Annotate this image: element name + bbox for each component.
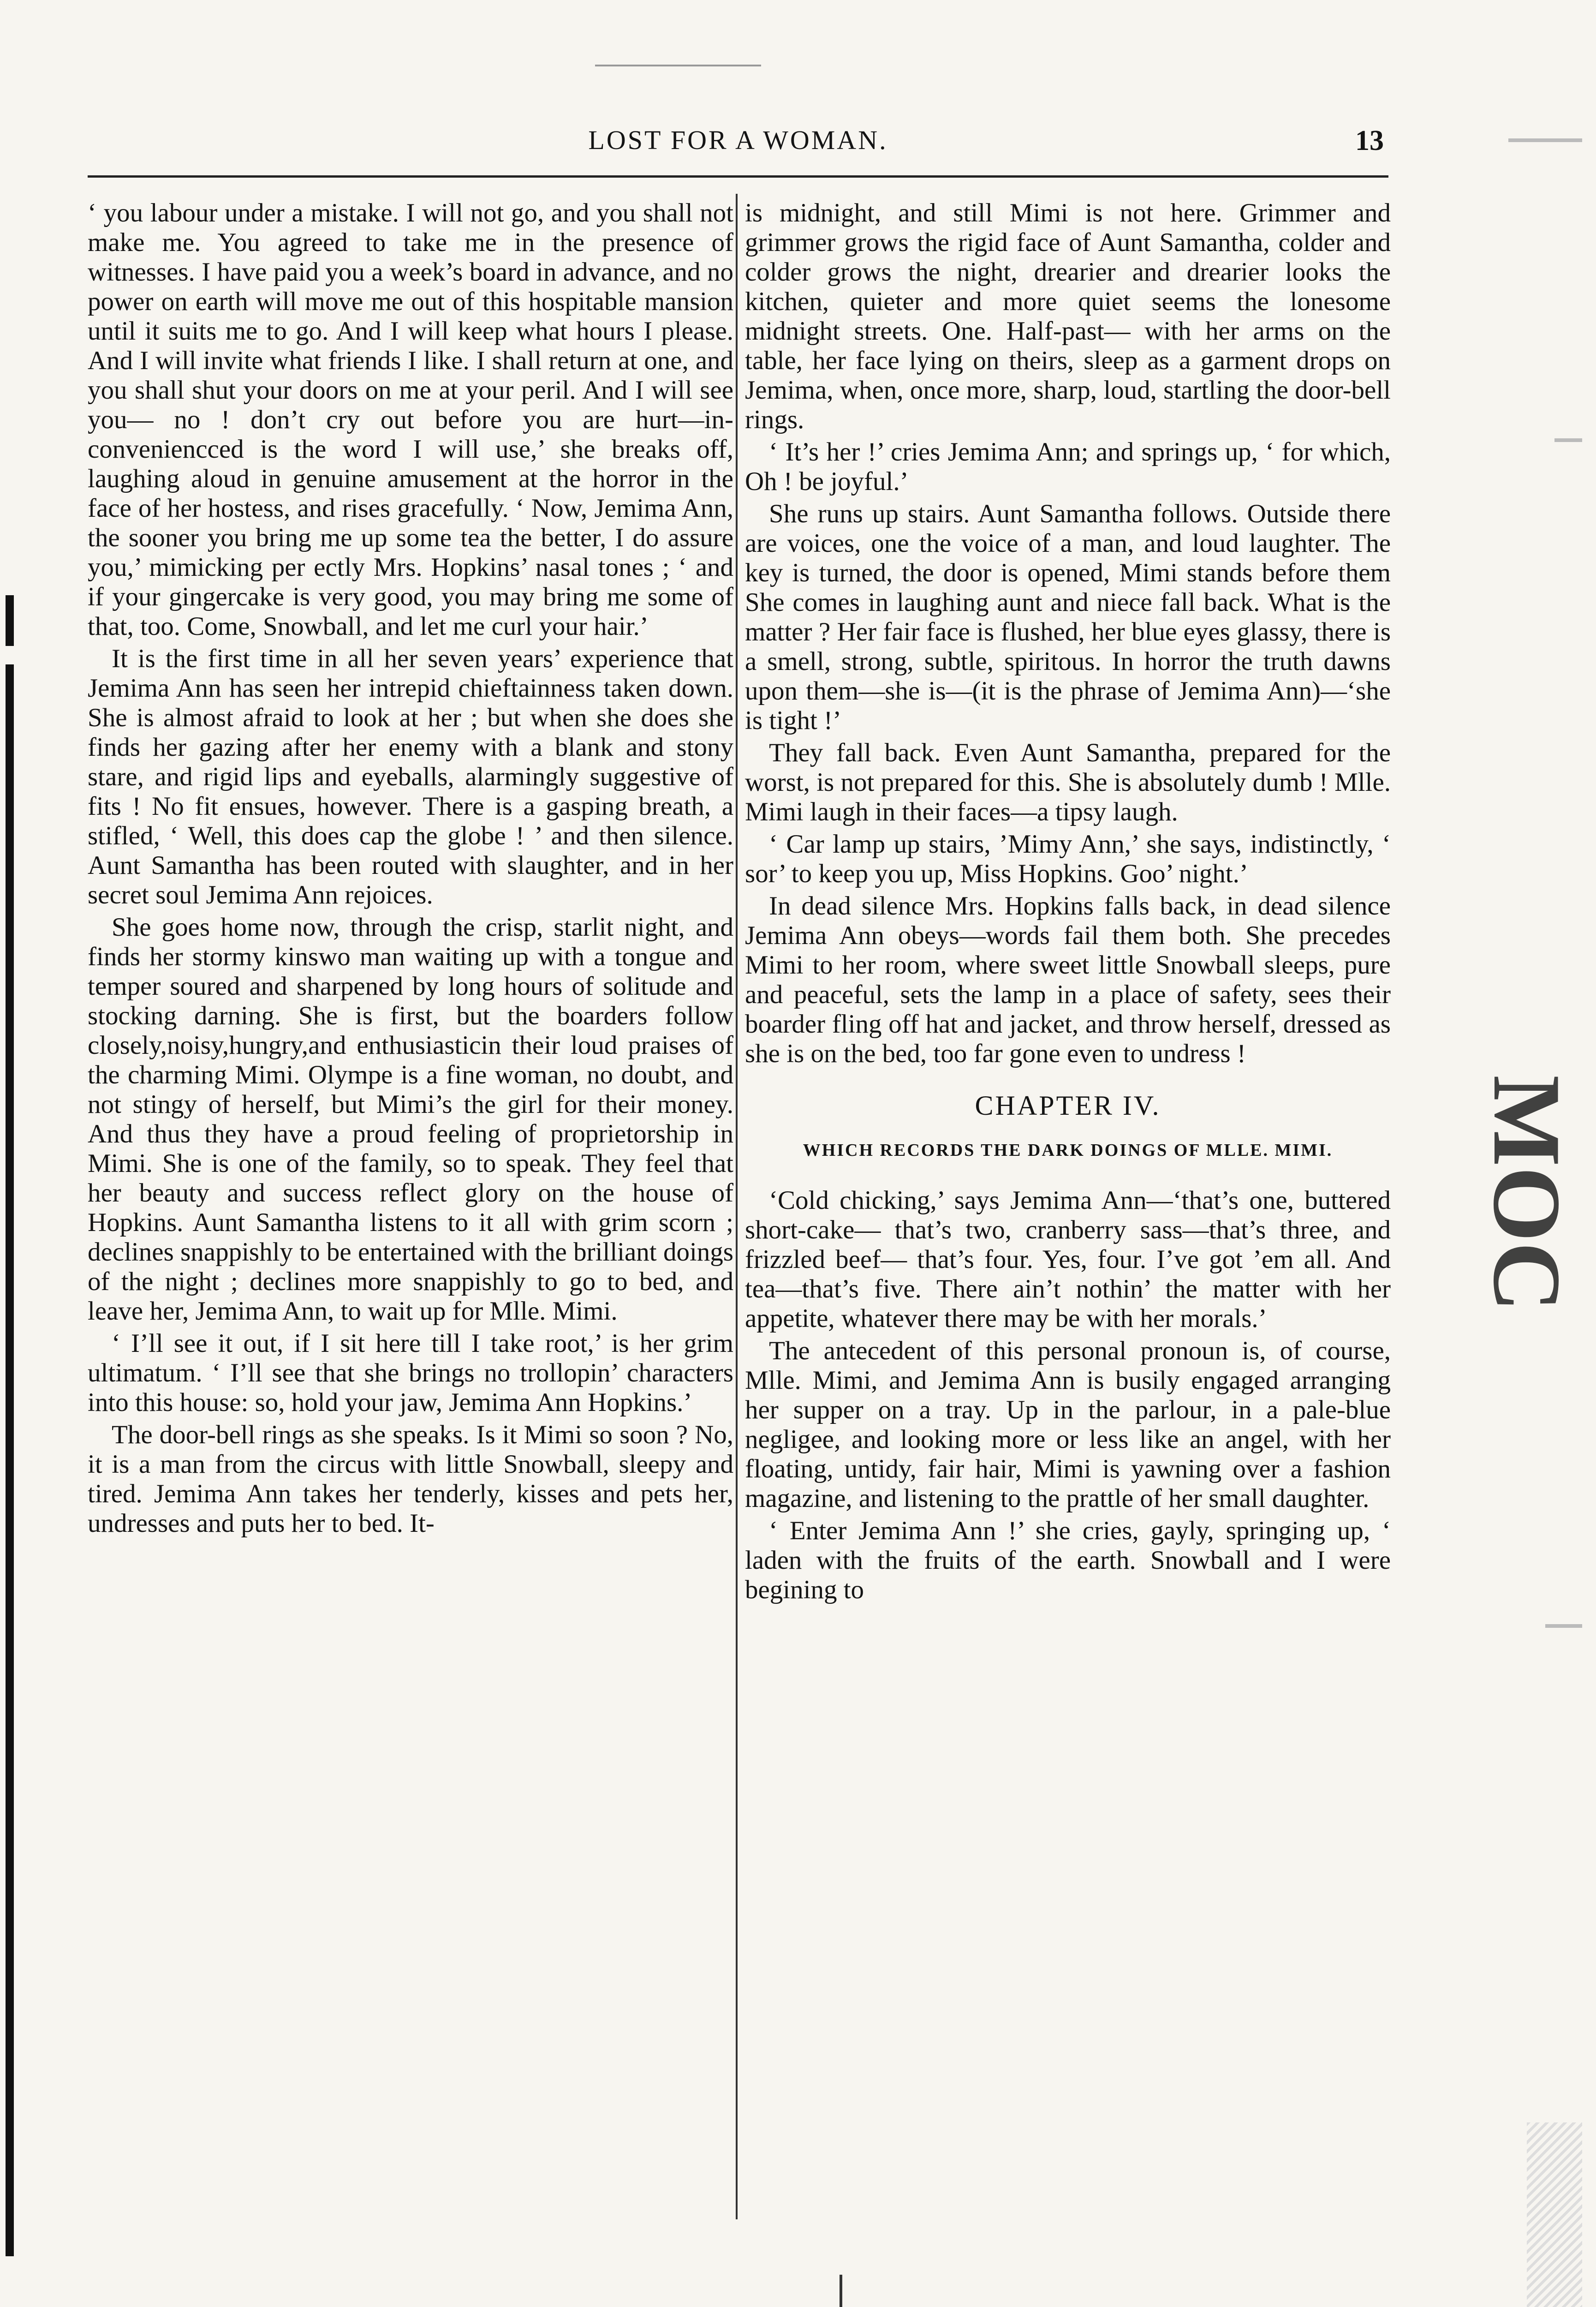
page-number: 13 (1355, 125, 1384, 156)
paragraph: ‘ Car lamp up stairs, ’Mimy Ann,’ she says, indistinctly, ‘ sor’ to keep you up, Miss Hopkins. Goo’ night.’ (745, 830, 1391, 888)
chapter-title: CHAPTER IV. (975, 1090, 1161, 1121)
library-stamp: MOC (1473, 1075, 1580, 1312)
right-column (745, 198, 1391, 2229)
scan-mark (1554, 438, 1582, 442)
margin-bar (6, 664, 14, 2256)
paragraph: ‘ It’s her !’ cries Jemima Ann; and springs up, ‘ for which, Oh ! be joyful.’ (745, 437, 1391, 496)
paragraph: The antecedent of this personal pronoun is, of course, Mlle. Mimi, and Jemima Ann is busily engaged arranging her supper on a tray. Up in the parlour, in a pale-blue negligee, and looking more or less like an angel, with her floating, untidy, fair hair, Mimi is yawning over a fashion magazine, and listening to the prattle of her small daughter. (745, 1336, 1391, 1513)
paragraph: is midnight, and still Mimi is not here. Grimmer and grimmer grows the rigid face of Aunt Samantha, colder and colder grows the night, drearier and drearier looks the kitchen, quieter and more quiet seems the lonesome midnight streets. One. Half-past— with her arms on the table, her face lying on theirs, sleep as a garment drops on Jemima, when, once more, sharp, loud, startling the door-bell rings. (745, 198, 1391, 434)
margin-bar (6, 595, 14, 646)
running-title: LOST FOR A WOMAN. (588, 125, 888, 155)
column-divider (736, 194, 738, 2219)
paragraph: They fall back. Even Aunt Samantha, prepared for the worst, is not prepared for this. She is absolutely dumb ! Mlle. Mimi laugh in their faces—a tipsy laugh. (745, 738, 1391, 826)
paragraph: It is the first time in all her seven years’ experience that Jemima Ann has seen her intrepid chieftainness taken down. She is almost afraid to look at her ; but when she does she finds her gazing after her enemy with a blank and stony stare, and rigid lips and eyeballs, alarmingly suggestive of fits ! No fit ensues, however. There is a gasping breath, a stifled, ‘ Well, this does cap the globe ! ’ and then silence. Aunt Samantha has been routed with slaughter, and in her secret soul Jemima Ann rejoices. (88, 644, 733, 909)
left-column (88, 198, 733, 2229)
paragraph: ‘ you labour under a mistake. I will not go, and you shall not make me. You agreed to take me in the presence of witnesses. I have paid you a week’s board in advance, and no power on earth will move me out of this hospitable mansion until it suits me to go. And I will keep what hours I please. And I will invite what friends I like. I shall return at one, and you shall shut your doors on me at your peril. And I will see you— no ! don’t cry out before you are hurt—in-conveniencced is the word I will use,’ she breaks off, laughing aloud in genuine amusement at the horror in the face of her hostess, and rises gracefully. ‘ Now, Jemima Ann, the sooner you bring me up some tea the better, I do assure you,’ mimicking per ectly Mrs. Hopkins’ nasal tones ; ‘ and if your gingercake is very good, you may bring me some of that, too. Come, Snowball, and let me curl your hair.’ (88, 198, 733, 641)
scan-mark (1508, 138, 1582, 142)
scan-mark (1527, 2122, 1582, 2307)
scan-mark (840, 2275, 842, 2307)
paragraph: She goes home now, through the crisp, starlit night, and finds her stormy kinswo man waiting up with a tongue and temper soured and sharpened by long hours of solitude and stocking darning. She is first, but the boarders follow closely,noisy,hungry,and enthusiasticin their loud praises of the charming Mimi. Olympe is a fine woman, no doubt, and not stingy of herself, but Mimi’s the girl for their money. And thus they have a proud feeling of proprietorship in Mimi. She is one of the family, so to speak. They feel that her beauty and success reflect glory on the house of Hopkins. Aunt Samantha listens to it all with grim scorn ; declines snappishly to be entertained with the brilliant doings of the night ; declines more snappishly to go to bed, and leave her, Jemima Ann, to wait up for Mlle. Mimi. (88, 913, 733, 1326)
paragraph: The door-bell rings as she speaks. Is it Mimi so soon ? No, it is a man from the circus with little Snowball, sleepy and tired. Jemima Ann takes her tenderly, kisses and pets her, undresses and puts her to bed. It- (88, 1420, 733, 1538)
paragraph: ‘ Enter Jemima Ann !’ she cries, gayly, springing up, ‘ laden with the fruits of the earth. Snowball and I were begining to (745, 1516, 1391, 1604)
paragraph: She runs up stairs. Aunt Samantha follows. Outside there are voices, one the voice of a man, and loud laughter. The key is turned, the door is opened, Mimi stands before them She comes in laughing aunt and niece fall back. What is the matter ? Her fair face is flushed, her blue eyes glassy, there is a smell, strong, subtle, spiritous. In horror the truth dawns upon them—she is—(it is the phrase of Jemima Ann)—‘she is tight !’ (745, 499, 1391, 735)
header-rule (88, 175, 1388, 178)
scan-mark (1545, 1624, 1582, 1628)
paragraph: ‘Cold chicking,’ says Jemima Ann—‘that’s one, buttered short-cake— that’s two, cranberry sass—that’s three, and frizzled beef— that’s four. Yes, four. I’ve got ’em all. And tea—that’s five. There ain’t nothin’ the matter with her appetite, whatever there may be with her morals.’ (745, 1186, 1391, 1333)
paragraph: In dead silence Mrs. Hopkins falls back, in dead silence Jemima Ann obeys—words fail them both. She precedes Mimi to her room, where sweet little Snowball sleeps, pure and peaceful, sets the lamp in a place of safety, sees their boarder fling off hat and jacket, and throw herself, dressed as she is on the bed, too far gone even to undress ! (745, 891, 1391, 1068)
scan-mark (595, 65, 761, 66)
paragraph: ‘ I’ll see it out, if I sit here till I take root,’ is her grim ultimatum. ‘ I’ll see that she brings no trollopin’ characters into this house: so, hold your jaw, Jemima Ann Hopkins.’ (88, 1329, 733, 1417)
page-header (92, 125, 1384, 166)
chapter-subtitle: WHICH RECORDS THE DARK DOINGS OF MLLE. MIMI. (803, 1141, 1333, 1160)
